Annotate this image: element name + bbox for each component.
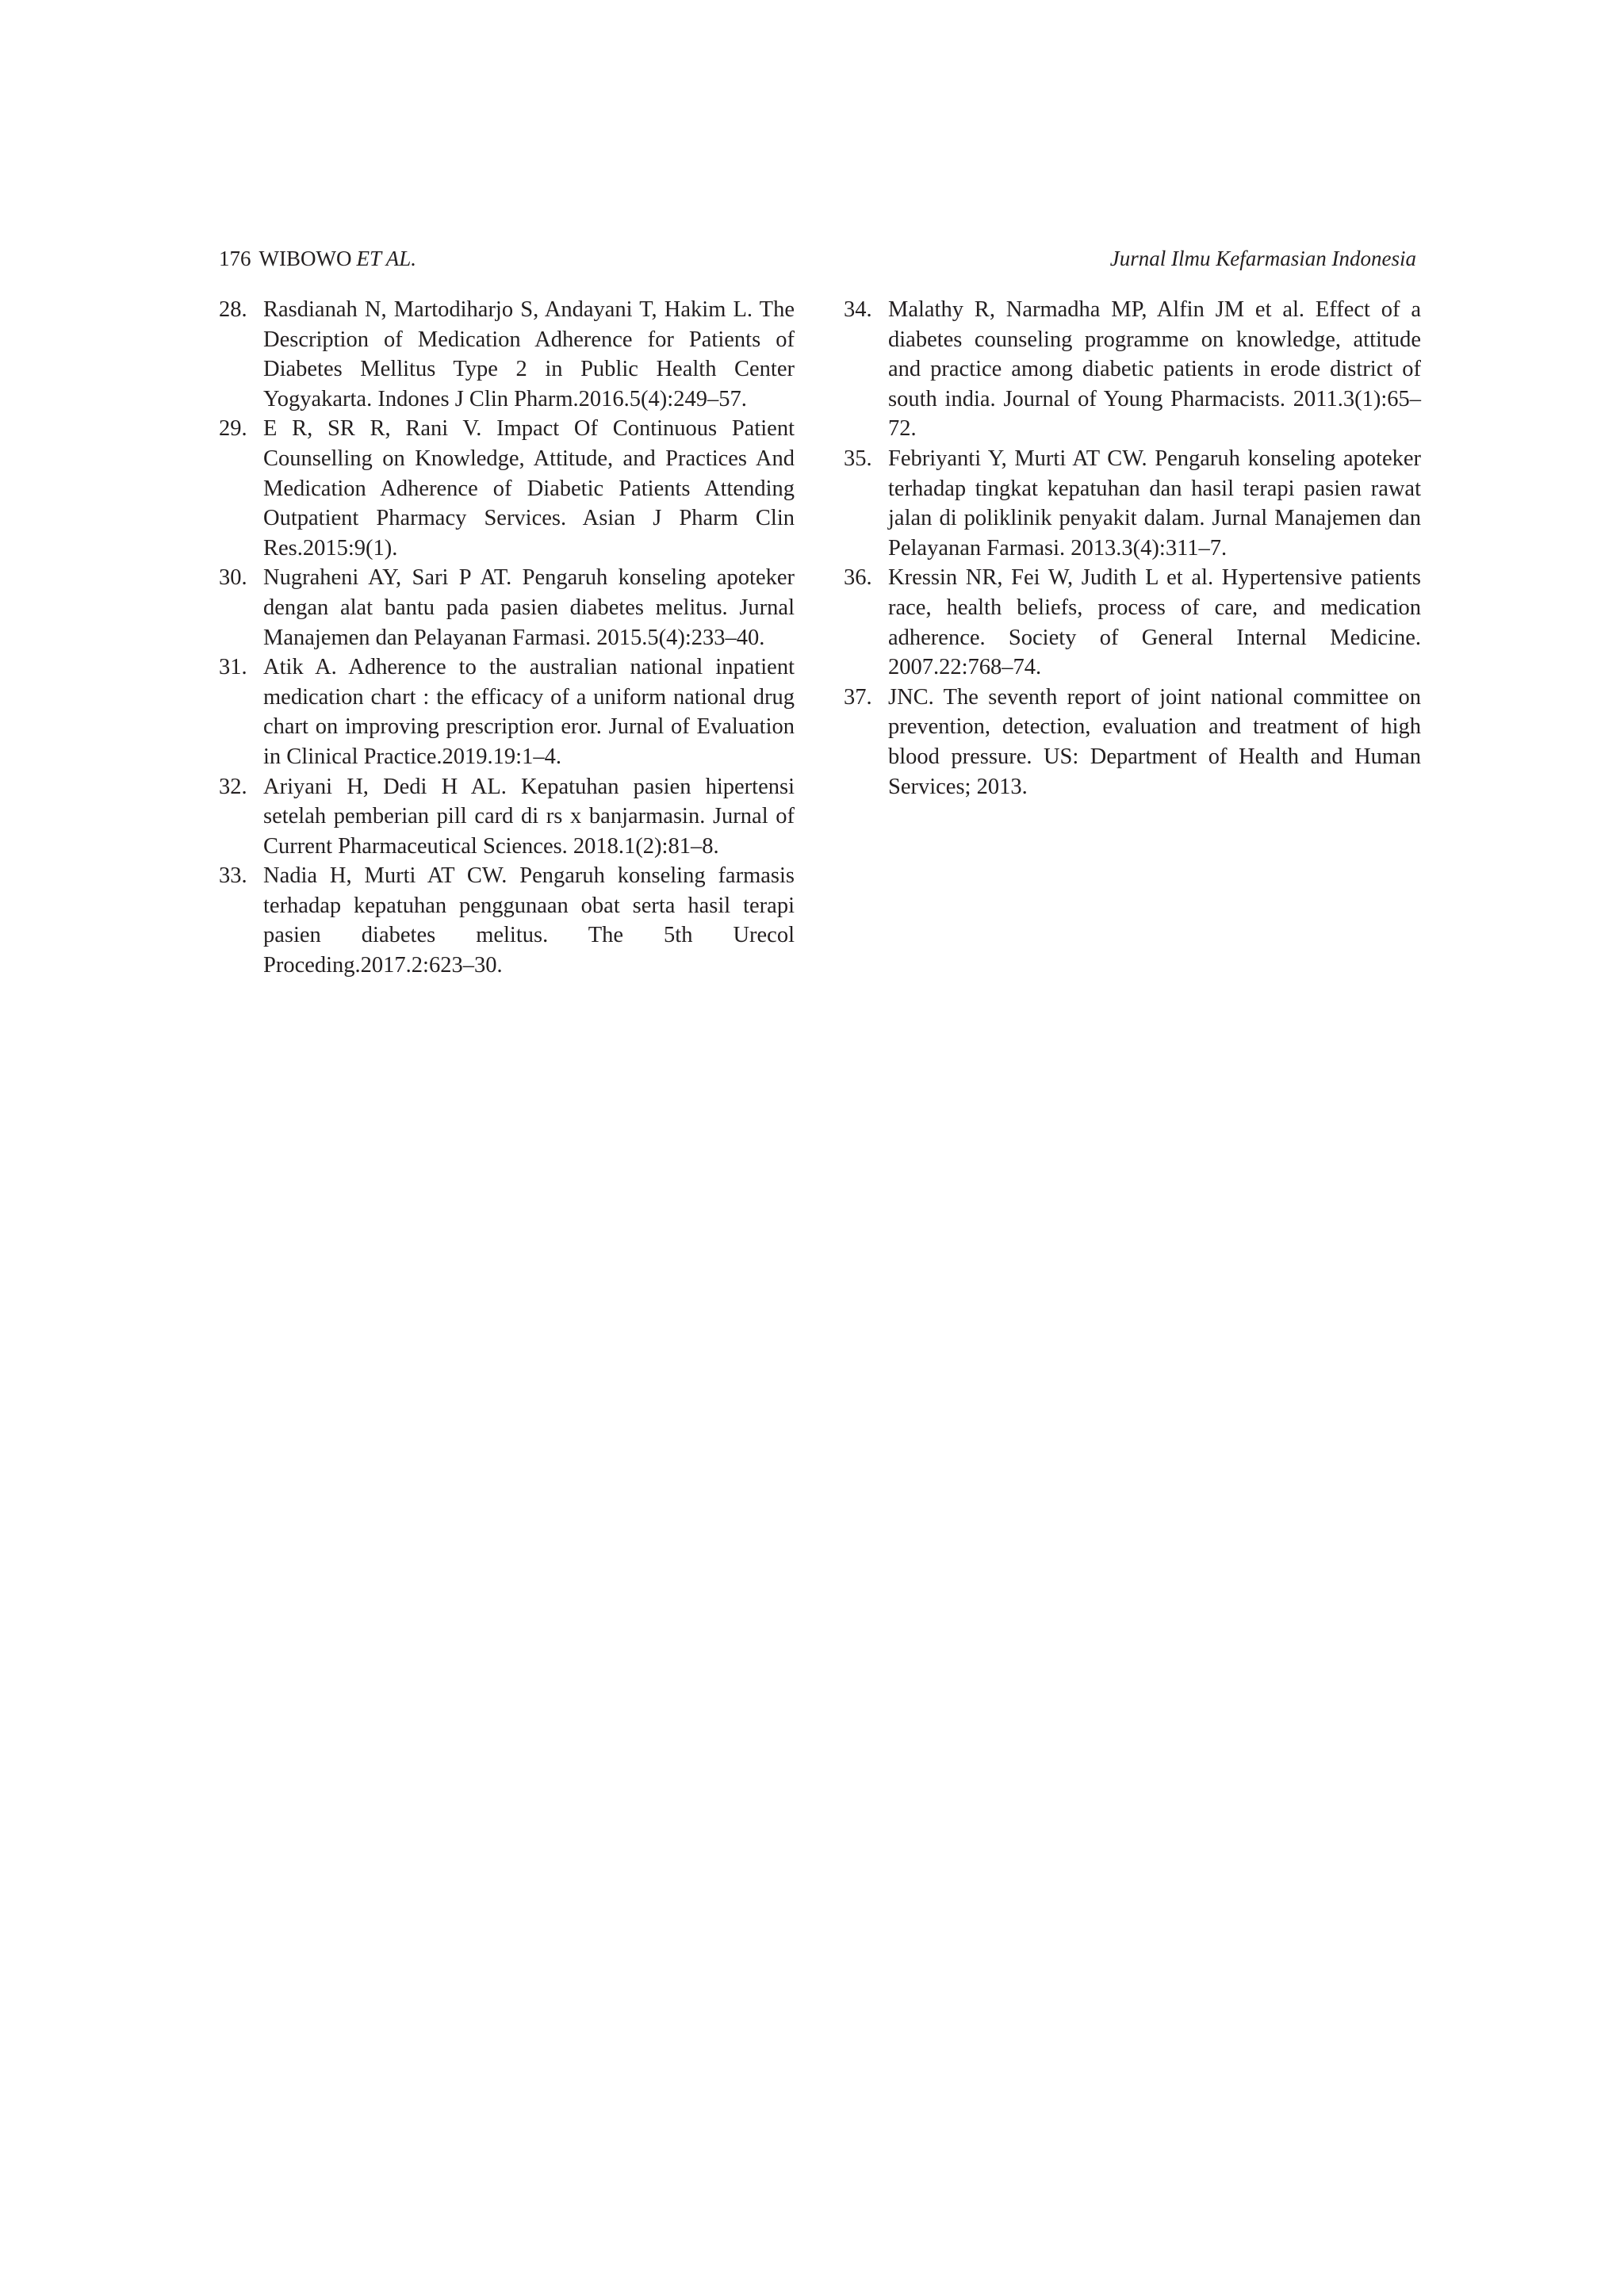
reference-number: 35. — [844, 446, 872, 471]
reference-text: Atik A. Adherence to the australian national inpatient medication chart : the efficacy of a uniform national drug chart on improving prescription eror. Jurnal of Evaluation in Clinical Practice.2019.19:1–4. — [263, 655, 795, 769]
reference-item — [219, 414, 795, 563]
reference-number: 31. — [219, 655, 247, 680]
reference-text: Nadia H, Murti AT CW. Pengaruh konseling farmasis terhadap kepatuhan penggunaan obat serta hasil terapi pasien diabetes melitus. The 5th Urecol Proceding.2017.2:623–30. — [263, 863, 795, 978]
reference-text: Rasdianah N, Martodiharjo S, Andayani T, Hakim L. The Description of Medication Adherence for Patients of Diabetes Mellitus Type 2 in Public Health Center Yogyakarta. Indones J Clin Pharm.2016.5(4):249–57. — [263, 297, 795, 411]
reference-text: Febriyanti Y, Murti AT CW. Pengaruh konseling apoteker terhadap tingkat kepatuhan dan hasil terapi pasien rawat jalan di poliklinik penyakit dalam. Jurnal Manajemen dan Pelayanan Farmasi. 2013.3(4):311–7. — [888, 446, 1421, 561]
journal-name: Jurnal Ilmu Kefarmasian Indonesia — [1109, 247, 1416, 270]
reference-item — [844, 563, 1421, 682]
running-header — [219, 243, 1416, 274]
reference-text: Ariyani H, Dedi H AL. Kepatuhan pasien hipertensi setelah pemberian pill card di rs x banjarmasin. Jurnal of Current Pharmaceutical Sciences. 2018.1(2):81–8. — [263, 774, 795, 859]
reference-number: 29. — [219, 416, 247, 442]
reference-number: 30. — [219, 565, 247, 591]
reference-number: 33. — [219, 863, 247, 889]
reference-item — [219, 861, 795, 980]
header-left — [219, 243, 416, 274]
header-etal: ET AL. — [356, 247, 417, 270]
reference-item — [219, 772, 795, 862]
header-authors: WIBOWO — [259, 247, 352, 270]
reference-item — [219, 652, 795, 771]
reference-number: 28. — [219, 297, 247, 322]
reference-item — [219, 563, 795, 652]
reference-text: Malathy R, Narmadha MP, Alfin JM et al. Effect of a diabetes counseling programme on knowledge, attitude and practice among diabetic patients in erode district of south india. Journal of Young Pharmacists. 2011.3(1):65–72. — [888, 297, 1421, 442]
references-column-right — [844, 295, 1421, 802]
references-column-left — [219, 295, 795, 981]
reference-item — [844, 683, 1421, 802]
reference-text: Nugraheni AY, Sari P AT. Pengaruh konseling apoteker dengan alat bantu pada pasien diabetes melitus. Jurnal Manajemen dan Pelayanan Farmasi. 2015.5(4):233–40. — [263, 565, 795, 650]
reference-number: 32. — [219, 774, 247, 799]
reference-text: Kressin NR, Fei W, Judith L et al. Hypertensive patients race, health beliefs, process of care, and medication adherence. Society of General Internal Medicine. 2007.22:768–74. — [888, 565, 1421, 680]
reference-number: 34. — [844, 297, 872, 322]
reference-number: 37. — [844, 684, 872, 710]
reference-item — [219, 295, 795, 414]
reference-item — [844, 295, 1421, 444]
reference-number: 36. — [844, 565, 872, 591]
page-number: 176 — [219, 247, 251, 270]
reference-item — [844, 444, 1421, 563]
reference-text: E R, SR R, Rani V. Impact Of Continuous Patient Counselling on Knowledge, Attitude, and Practices And Medication Adherence of Diabetic Patients Attending Outpatient Pharmacy Services. Asian J Pharm Clin Res.2015:9(1). — [263, 416, 795, 561]
reference-text: JNC. The seventh report of joint national committee on prevention, detection, evaluation and treatment of high blood pressure. US: Department of Health and Human Services; 2013. — [888, 684, 1421, 799]
